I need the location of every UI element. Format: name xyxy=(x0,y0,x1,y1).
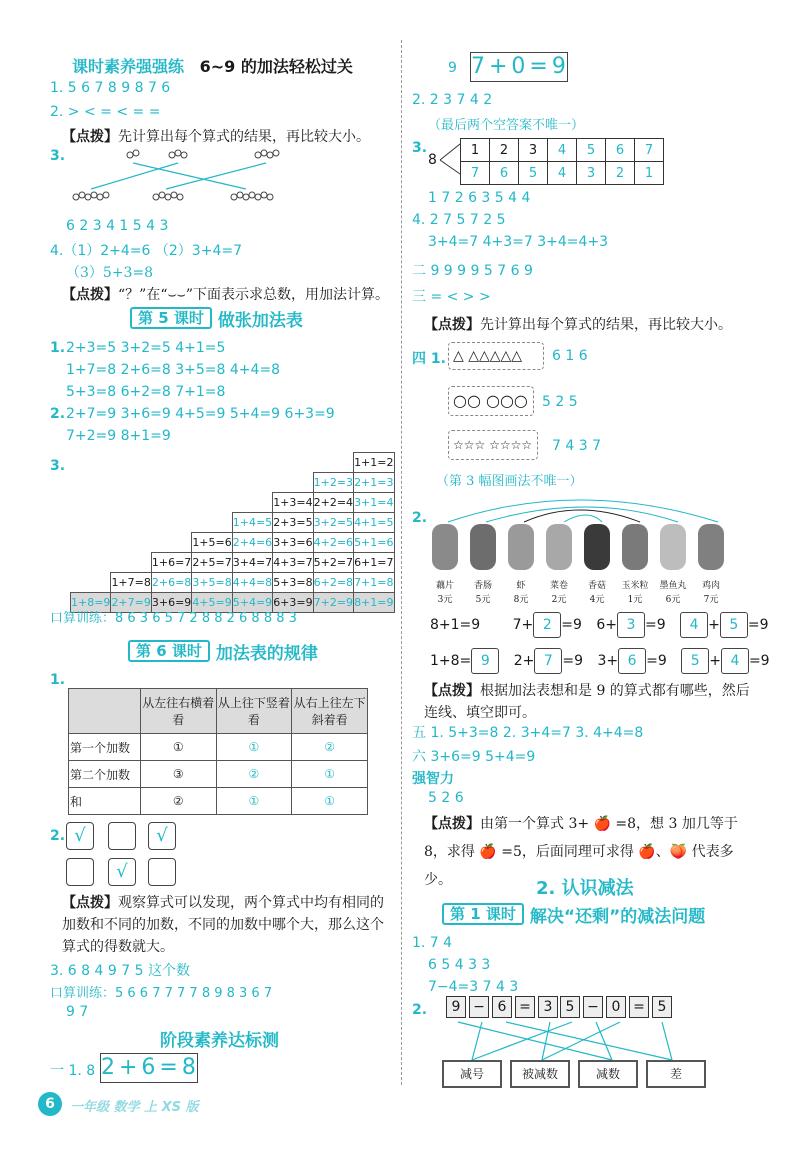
empty-cell xyxy=(71,473,111,493)
food-name: 虾 xyxy=(516,581,526,591)
flower-matching-figure xyxy=(66,145,316,215)
s4-q2-label: 2. xyxy=(412,510,428,526)
empty-cell xyxy=(192,473,232,493)
term-plaque: 差 xyxy=(646,1060,706,1088)
addition-cell: 2+1=3 xyxy=(354,473,394,493)
answer-s4-row2: 5 2 5 xyxy=(542,394,578,410)
l5-q2-row1: 2+7=9 3+6=9 4+5=9 5+4=9 6+3=9 xyxy=(66,406,335,422)
addition-cell: 1+2=3 xyxy=(313,473,353,493)
food-price: 3元 xyxy=(437,595,453,605)
addition-table-row xyxy=(71,533,395,553)
section-title-b: 6~9 的加法轻松过关 xyxy=(199,57,353,76)
answer-box: 6 xyxy=(618,648,646,674)
food-name: 藕片 xyxy=(435,581,454,591)
empty-cell xyxy=(71,513,111,533)
addition-cell: 1+4=5 xyxy=(232,513,272,533)
eq-text: 7+ xyxy=(512,617,534,633)
eq-text: =9 xyxy=(748,653,770,669)
eq-text: 6+ xyxy=(596,617,618,633)
empty-cell xyxy=(111,453,151,473)
bonus-label: 强智力 xyxy=(412,771,454,787)
l5-q2-row2: 7+2=9 8+1=9 xyxy=(66,428,171,444)
l6-q2-label: 2. xyxy=(50,828,66,844)
food-price: 2元 xyxy=(551,595,567,605)
answer-box: 9 xyxy=(471,648,499,674)
eq-text: 1+8= xyxy=(430,653,472,669)
tip-label: 【点拨】 xyxy=(62,129,118,145)
answer-q2: 2. 2 3 7 4 2 xyxy=(412,92,493,108)
eq-row-2 xyxy=(430,648,770,674)
grid-cell: 3 xyxy=(519,139,548,162)
tip-text: 观察算式可以发现，两个算式中均有相同的加数和不同的加数，不同的加数中哪个大，那么这个算式的得数就大。 xyxy=(62,895,384,955)
grid-cell: 7 xyxy=(635,139,664,162)
rules-header-cell: 从左往右横着看 xyxy=(140,689,216,734)
eq-text: + xyxy=(709,653,721,669)
lesson-tag: 第 5 课时 xyxy=(130,307,212,329)
grid-cell: 4 xyxy=(548,162,577,185)
addition-cell: 3+2=5 xyxy=(313,513,353,533)
equation-cell: − xyxy=(469,996,489,1018)
grid-cell: 3 xyxy=(577,162,606,185)
tip-1 xyxy=(62,126,370,146)
food-name: 玉米粒 xyxy=(621,581,649,591)
section-3: 三 = < > > xyxy=(412,289,491,305)
tip-label: 【点拨】 xyxy=(62,287,118,303)
grid-cell: 7 xyxy=(461,162,490,185)
check-box xyxy=(148,858,176,886)
tip-2 xyxy=(62,284,389,304)
addition-cell: 4+1=5 xyxy=(354,513,394,533)
grid-cell: 6 xyxy=(606,139,635,162)
addition-cell: 4+3=7 xyxy=(273,553,313,573)
rules-header-cell: 从右上往左下斜着看 xyxy=(292,689,368,734)
l5-q2-label: 2. xyxy=(50,406,66,422)
rules-table xyxy=(68,688,368,815)
addition-cell: 1+8=9 xyxy=(71,593,111,613)
triangles: △ △△△△△ xyxy=(453,348,523,364)
empty-cell xyxy=(192,493,232,513)
tip-label: 【点拨】 xyxy=(62,895,118,911)
grid-row xyxy=(461,139,664,162)
shapes-box-3 xyxy=(448,430,538,460)
empty-cell xyxy=(232,473,272,493)
rules-row xyxy=(69,761,368,788)
addition-cell: 7+2=9 xyxy=(313,593,353,613)
lesson-title: 解决“还剩”的减法问题 xyxy=(529,906,706,927)
grid-cell: 2 xyxy=(606,162,635,185)
answer-box: 4 xyxy=(680,612,708,638)
l5-q1-row1: 2+3=5 3+2=5 4+1=5 xyxy=(66,340,226,356)
footer-text: 一年级 数学 上 XS 版 xyxy=(70,1100,199,1115)
addition-cell: 5+2=7 xyxy=(313,553,353,573)
addition-table-row xyxy=(71,453,395,473)
empty-cell xyxy=(71,493,111,513)
addition-cell: 1+5=6 xyxy=(192,533,232,553)
empty-cell xyxy=(151,533,191,553)
empty-cell xyxy=(71,573,111,593)
section-2: 二 9 9 9 9 5 7 6 9 xyxy=(412,263,533,279)
l5-q1-row3: 5+3=8 6+2=8 7+1=8 xyxy=(66,384,226,400)
answer-q4b: （3）5+3=8 xyxy=(66,265,154,281)
answer-q4b: 3+4=7 4+3=7 3+4=4+3 xyxy=(428,234,609,250)
check-box xyxy=(66,858,94,886)
eq-text: =9 xyxy=(561,617,582,633)
equation-cell: 3 xyxy=(538,996,558,1018)
answer-box: 2 xyxy=(533,612,561,638)
split-lines xyxy=(438,138,462,182)
l1-q2-label: 2. xyxy=(412,1002,428,1018)
food-skewer-icon xyxy=(660,524,686,570)
rules-cell: 和 xyxy=(69,788,141,815)
grid-row xyxy=(461,162,664,185)
food-skewer-icon xyxy=(584,524,610,570)
food-skewer-icon xyxy=(698,524,724,570)
tip-3 xyxy=(62,892,392,958)
stage-test-title: 阶段素养达标测 xyxy=(160,1031,279,1051)
rules-cell: ① xyxy=(292,761,368,788)
food-price: 1元 xyxy=(627,595,643,605)
addition-table xyxy=(70,452,395,613)
eq-text: =9 xyxy=(747,617,769,633)
l5-q1-row2: 1+7=8 2+6=8 3+5=8 4+4=8 xyxy=(66,362,281,378)
addition-cell: 5+4=9 xyxy=(232,593,272,613)
answer-q3: 1 7 2 6 3 5 4 4 xyxy=(428,190,531,206)
addition-cell: 5+3=8 xyxy=(273,573,313,593)
check-box: √ xyxy=(66,822,94,850)
term-plaque: 减号 xyxy=(442,1060,502,1088)
equation-cell: 5 xyxy=(652,996,672,1018)
l1-q1c: 7−4=3 7 4 3 xyxy=(428,979,519,995)
addition-table-row xyxy=(71,473,395,493)
lesson-title: 做张加法表 xyxy=(217,310,303,331)
lesson5-header xyxy=(130,307,303,329)
grid-cell: 1 xyxy=(635,162,664,185)
tip-label: 【点拨】 xyxy=(424,683,480,699)
answer-box: 7 xyxy=(534,648,562,674)
empty-cell xyxy=(192,513,232,533)
rules-header-cell: 从上往下竖着看 xyxy=(216,689,292,734)
traced-writing-box: 2+6=8 xyxy=(100,1053,198,1083)
tip-label: 【点拨】 xyxy=(424,816,480,832)
note: （最后两个空答案不唯一） xyxy=(428,118,585,133)
check-box xyxy=(108,822,136,850)
addition-cell: 4+4=8 xyxy=(232,573,272,593)
rules-row xyxy=(69,734,368,761)
shapes-box-2 xyxy=(448,386,534,416)
addition-cell: 8+1=9 xyxy=(354,593,394,613)
equation-cell: = xyxy=(515,996,535,1018)
addition-cell: 4+5=9 xyxy=(192,593,232,613)
addition-cell: 2+5=7 xyxy=(192,553,232,573)
equation-cell: − xyxy=(583,996,603,1018)
oral-training-2a: 口算训练：5 6 6 7 7 7 7 8 9 8 3 6 7 xyxy=(50,986,273,1001)
eq-text: 3+ xyxy=(597,653,619,669)
lesson1-header xyxy=(442,903,705,925)
answer-l6-q3: 3. 6 8 4 9 7 5 这个数 xyxy=(50,963,190,979)
addition-cell: 1+7=8 xyxy=(111,573,151,593)
oral-training-1: 口算训练：8 6 3 6 5 7 2 8 8 2 6 8 8 8 3 xyxy=(50,611,297,626)
food-skewer-icon xyxy=(546,524,572,570)
tip-label: 【点拨】 xyxy=(424,317,480,333)
bonus-answer: 5 2 6 xyxy=(428,790,464,806)
traced-writing-box: 7+0=9 xyxy=(470,52,568,82)
addition-cell: 6+2=8 xyxy=(313,573,353,593)
food-price: 4元 xyxy=(589,595,605,605)
food-skewer-icon xyxy=(470,524,496,570)
l6-q1-label: 1. xyxy=(50,672,66,688)
subtraction-eq-2 xyxy=(560,996,675,1018)
grid-cell: 5 xyxy=(577,139,606,162)
empty-cell xyxy=(232,453,272,473)
equation-cell: 5 xyxy=(560,996,580,1018)
shapes-box-1 xyxy=(448,342,544,370)
term-plaque: 减数 xyxy=(578,1060,638,1088)
equation-cell: 0 xyxy=(606,996,626,1018)
rules-cell: ① xyxy=(292,788,368,815)
lesson6-header xyxy=(128,640,318,662)
empty-cell xyxy=(232,493,272,513)
section-title xyxy=(72,54,353,77)
tip-r2 xyxy=(424,680,754,724)
rules-header-row xyxy=(69,689,368,734)
addition-table-row xyxy=(71,573,395,593)
empty-cell xyxy=(151,493,191,513)
eq-text: + xyxy=(708,617,720,633)
empty-cell xyxy=(313,453,353,473)
answer-q2: 2. > < = < = = xyxy=(50,104,161,120)
q3-label: 3. xyxy=(50,148,66,164)
tip-text: 根据加法表想和是 9 的算式都有哪些，然后连线、填空即可。 xyxy=(424,683,750,721)
grid-cell: 1 xyxy=(461,139,490,162)
rules-header-cell xyxy=(69,689,141,734)
rules-cell: ② xyxy=(292,734,368,761)
addition-table-row xyxy=(71,553,395,573)
food-skewer-icon xyxy=(508,524,534,570)
empty-cell xyxy=(111,513,151,533)
addition-cell: 6+3=9 xyxy=(273,593,313,613)
answer-box: 5 xyxy=(681,648,709,674)
food-price: 5元 xyxy=(475,595,491,605)
rules-cell: 第一个加数 xyxy=(69,734,141,761)
addition-cell: 7+1=8 xyxy=(354,573,394,593)
answer-s4-row1: 6 1 6 xyxy=(552,348,588,364)
eq-row-1 xyxy=(430,612,768,638)
tip-text: 先计算出每个算式的结果，再比较大小。 xyxy=(118,129,370,145)
eq-text: 8+1=9 xyxy=(430,617,481,633)
food-match-arcs xyxy=(428,488,748,528)
stars: ☆☆☆ ☆☆☆☆ xyxy=(453,438,533,452)
grid-cell: 6 xyxy=(490,162,519,185)
tip-text: 由第一个算式 3+ 🍎 =8，想 3 加几等于 8，求得 🍎 =5，后面同理可求得 🍎、🍑 代表多少。 xyxy=(424,816,738,888)
answer-q4a: 4. 2 7 5 7 2 5 xyxy=(412,212,506,228)
lesson-title: 加法表的规律 xyxy=(215,643,318,664)
check-box: √ xyxy=(108,858,136,886)
page-number: 6 xyxy=(38,1092,62,1116)
subtraction-eq-1 xyxy=(446,996,561,1018)
addition-table-row xyxy=(71,493,395,513)
lesson-tag: 第 1 课时 xyxy=(442,903,524,925)
equation-cell: 6 xyxy=(492,996,512,1018)
empty-cell xyxy=(71,553,111,573)
food-name: 香肠 xyxy=(473,581,492,591)
l1-q1b: 6 5 4 3 3 xyxy=(428,957,491,973)
term-match-lines xyxy=(432,1020,742,1064)
rules-cell: ③ xyxy=(140,761,216,788)
empty-cell xyxy=(111,493,151,513)
empty-cell xyxy=(71,533,111,553)
rules-cell: ② xyxy=(216,761,292,788)
addition-cell: 2+3=5 xyxy=(273,513,313,533)
eq-text: =9 xyxy=(646,653,667,669)
empty-cell xyxy=(71,453,111,473)
term-plaque: 被减数 xyxy=(510,1060,570,1088)
addition-cell: 1+3=4 xyxy=(273,493,313,513)
addition-cell: 2+4=6 xyxy=(232,533,272,553)
q3-label: 3. xyxy=(412,140,428,156)
empty-cell xyxy=(273,473,313,493)
l5-q3-label: 3. xyxy=(50,458,66,474)
empty-cell xyxy=(111,533,151,553)
addition-table-row xyxy=(71,513,395,533)
answer-box: 4 xyxy=(721,648,749,674)
check-box: √ xyxy=(148,822,176,850)
rules-cell: 第二个加数 xyxy=(69,761,141,788)
rules-cell: ② xyxy=(140,788,216,815)
eq-text: 2+ xyxy=(513,653,535,669)
tip-r1 xyxy=(424,314,732,334)
tip-text: “？”在“⌣⌣”下面表示求总数，用加法计算。 xyxy=(118,287,390,303)
answer-box: 3 xyxy=(617,612,645,638)
addition-cell: 3+1=4 xyxy=(354,493,394,513)
chapter-title: 2. 认识减法 xyxy=(536,878,634,899)
addition-cell: 1+6=7 xyxy=(151,553,191,573)
food-price: 8元 xyxy=(513,595,529,605)
empty-cell xyxy=(192,453,232,473)
food-price: 7元 xyxy=(703,595,719,605)
answer-q4a: 4.（1）2+4=6 （2）3+4=7 xyxy=(50,243,242,259)
section-5: 五 1. 5+3=8 2. 3+4=7 3. 4+4=8 xyxy=(412,725,644,741)
empty-cell xyxy=(151,513,191,533)
section-6: 六 3+6=9 5+4=9 xyxy=(412,749,536,765)
decompose-grid xyxy=(460,138,664,185)
rules-cell: ① xyxy=(216,734,292,761)
eq-text: =9 xyxy=(562,653,584,669)
addition-cell: 3+6=9 xyxy=(151,593,191,613)
food-price: 6元 xyxy=(665,595,681,605)
empty-cell xyxy=(111,473,151,493)
rules-cell: ① xyxy=(216,788,292,815)
top-number: 9 xyxy=(448,60,457,76)
section-title-a: 课时素养强强练 xyxy=(72,57,185,76)
food-name: 香菇 xyxy=(587,581,606,591)
stage-q1: 一 1. 8 xyxy=(50,1063,96,1079)
rules-row xyxy=(69,788,368,815)
food-skewer-icon xyxy=(622,524,648,570)
food-skewer-icon xyxy=(432,524,458,570)
answer-s4-row3: 7 4 3 7 xyxy=(552,438,601,454)
food-name: 墨鱼丸 xyxy=(659,581,687,591)
answer-q3: 6 2 3 4 1 5 4 3 xyxy=(66,218,169,234)
note: （第 3 幅图画法不唯一） xyxy=(436,474,583,489)
addition-cell: 1+1=2 xyxy=(354,453,394,473)
oral-training-2b: 9 7 xyxy=(66,1004,89,1020)
circles: ○○ ○○○ xyxy=(453,391,528,410)
addition-cell: 5+1=6 xyxy=(354,533,394,553)
addition-cell: 3+4=7 xyxy=(232,553,272,573)
tip-text: 先计算出每个算式的结果，再比较大小。 xyxy=(480,317,732,333)
empty-cell xyxy=(151,473,191,493)
addition-cell: 3+5=8 xyxy=(192,573,232,593)
section-4-label: 四 1. xyxy=(412,351,446,367)
decompose-number: 8 xyxy=(428,152,437,168)
empty-cell xyxy=(273,453,313,473)
addition-cell: 3+3=6 xyxy=(273,533,313,553)
answer-box: 5 xyxy=(720,612,748,638)
addition-cell: 2+2=4 xyxy=(313,493,353,513)
addition-cell: 2+6=8 xyxy=(151,573,191,593)
empty-cell xyxy=(111,553,151,573)
grid-cell: 2 xyxy=(490,139,519,162)
addition-cell: 2+7=9 xyxy=(111,593,151,613)
eq-text: =9 xyxy=(645,617,666,633)
food-name: 菜卷 xyxy=(549,581,568,591)
column-divider xyxy=(401,40,402,1085)
empty-cell xyxy=(151,453,191,473)
answer-q1: 1. 5 6 7 8 9 8 7 6 xyxy=(50,80,171,96)
equation-cell: = xyxy=(629,996,649,1018)
l1-q1: 1. 7 4 xyxy=(412,935,453,951)
addition-cell: 6+1=7 xyxy=(354,553,394,573)
addition-cell: 4+2=6 xyxy=(313,533,353,553)
grid-cell: 4 xyxy=(548,139,577,162)
l5-q1-label: 1. xyxy=(50,340,66,356)
food-name: 鸡肉 xyxy=(701,581,720,591)
rules-cell: ① xyxy=(140,734,216,761)
grid-cell: 5 xyxy=(519,162,548,185)
equation-cell: 9 xyxy=(446,996,466,1018)
lesson-tag: 第 6 课时 xyxy=(128,640,210,662)
